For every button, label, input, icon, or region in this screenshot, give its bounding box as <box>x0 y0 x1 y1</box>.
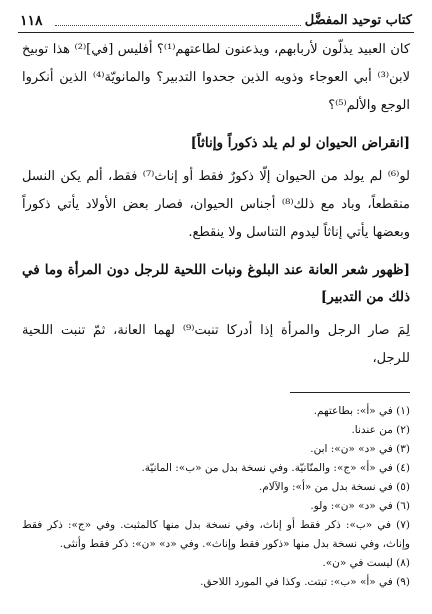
running-title: كتاب توحيد المفضَّل <box>304 13 412 28</box>
footnotes <box>22 402 410 592</box>
footnote: (٣) في «د» «ن»: ابن. <box>310 443 410 455</box>
paragraph-2: لو⁽⁶⁾ لم يولد من الحيوان إلّا ذكورٌ فقط أو إناث⁽⁷⁾ فقط، ألم يكن النسل منقطعاً، وباد مع ذلك⁽⁸⁾ أجناس الحيوان، فصار بعض الأولاد يأتي ذكوراً وبعضها يأتي إناثاً ليدوم التناسل ولا ينقطع. <box>22 169 410 240</box>
footnote: (١) في «أ»: بطاعتهم. <box>313 405 410 417</box>
footnote: (٦) في «د» «ن»: ولو. <box>310 500 410 512</box>
footnote: (٤) في «أ» «ج»: والمنّانيّة. وفي نسخة بدل من «ب»: المانيّة. <box>141 462 410 474</box>
paragraph-1: كان العبيد يذلّون لأربابهم، ويذعنون لطاعتهم⁽¹⁾؟ أفليس [في]⁽²⁾ هذا توبيخ لابن⁽³⁾ أبي العوجاء وذويه الذين جحدوا التدبير؟ والمانويّة⁽⁴⁾ الذين أنكروا الوجع والألم⁽⁵⁾؟ <box>22 42 411 113</box>
footnote: (٢) من عندنا. <box>351 424 410 436</box>
footnote-rule <box>290 392 410 393</box>
running-title-wrap <box>51 12 412 30</box>
footnote: (٩) في «أ» «ب»: تبتت. وكذا في المورد اللاحق. <box>200 576 410 588</box>
paragraph-3: لِمَ صار الرجل والمرأة إذا أدركا تنبت⁽⁹⁾ لهما العانة، ثمّ تنبت اللحية للرجل، <box>22 323 410 366</box>
footnote: (٧) في «ب»: ذكر فقط أو إناث، وفي نسخة بدل منها كالمثبت. وفي «ج»: ذكر فقط وإناث، وفي نسخة بدل منها «ذكور فقط وإناث». وفي «د» «ن»: ذكر فقط وأنثى. <box>22 519 410 550</box>
footnote: (٥) في نسخة بدل من «أ»: والآلام. <box>258 481 410 493</box>
running-header <box>20 8 412 30</box>
page-number: ١١٨ <box>20 13 43 29</box>
leader-dots <box>55 24 301 26</box>
section-heading-2: [ظهور شعر العانة عند البلوغ ونبات اللحية للرجل دون المرأة وما في ذلك من التدبير] <box>22 262 410 305</box>
header-rule <box>18 32 414 33</box>
main-text <box>22 36 410 373</box>
footnote: (٨) ليست في «ن». <box>322 557 410 569</box>
section-heading-1: [انقراض الحيوان لو لم يلد ذكوراً وإناثاً] <box>190 135 410 151</box>
